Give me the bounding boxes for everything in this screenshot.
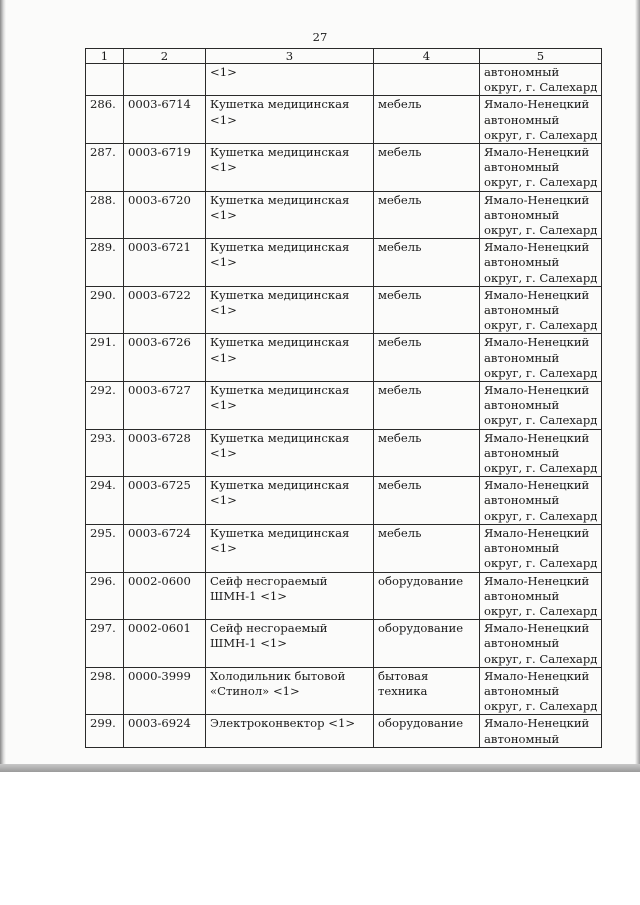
cell-type bbox=[374, 64, 480, 96]
cell-code: 0002-0601 bbox=[124, 620, 206, 668]
table-row bbox=[86, 382, 602, 430]
cell-num: 299. bbox=[86, 715, 124, 747]
cell-name: Кушетка медицинская <1> bbox=[206, 239, 374, 287]
page-number: 27 bbox=[312, 30, 328, 44]
table-row bbox=[86, 144, 602, 192]
cell-name: Сейф несгораемый ШМН-1 <1> bbox=[206, 572, 374, 620]
cell-code: 0003-6728 bbox=[124, 429, 206, 477]
cell-code: 0003-6726 bbox=[124, 334, 206, 382]
property-table bbox=[85, 48, 602, 748]
cell-num: 286. bbox=[86, 96, 124, 144]
column-number-row bbox=[86, 49, 602, 64]
cell-location: Ямало-Ненецкий автономный округ, г. Салехард bbox=[480, 524, 602, 572]
cell-code: 0003-6924 bbox=[124, 715, 206, 747]
cell-name: Электроконвектор <1> bbox=[206, 715, 374, 747]
cell-location: Ямало-Ненецкий автономный bbox=[480, 715, 602, 747]
cell-name: Кушетка медицинская <1> bbox=[206, 524, 374, 572]
cell-location: Ямало-Ненецкий автономный округ, г. Салехард bbox=[480, 334, 602, 382]
cell-location: Ямало-Ненецкий автономный округ, г. Салехард bbox=[480, 382, 602, 430]
cell-type: мебель bbox=[374, 429, 480, 477]
cell-num: 287. bbox=[86, 144, 124, 192]
cell-code: 0003-6722 bbox=[124, 286, 206, 334]
cell-num: 294. bbox=[86, 477, 124, 525]
cell-code: 0003-6714 bbox=[124, 96, 206, 144]
table-row bbox=[86, 620, 602, 668]
cell-num: 293. bbox=[86, 429, 124, 477]
cell-location: Ямало-Ненецкий автономный округ, г. Салехард bbox=[480, 96, 602, 144]
cell-name: Кушетка медицинская <1> bbox=[206, 477, 374, 525]
column-header-5: 5 bbox=[480, 49, 602, 64]
table-row bbox=[86, 96, 602, 144]
cell-name: Кушетка медицинская <1> bbox=[206, 382, 374, 430]
cell-location: автономный округ, г. Салехард bbox=[480, 64, 602, 96]
cell-type: мебель bbox=[374, 382, 480, 430]
table-row bbox=[86, 286, 602, 334]
cell-location: Ямало-Ненецкий автономный округ, г. Салехард bbox=[480, 429, 602, 477]
cell-code: 0000-3999 bbox=[124, 667, 206, 715]
cell-num: 296. bbox=[86, 572, 124, 620]
cell-code: 0003-6725 bbox=[124, 477, 206, 525]
cell-type: бытовая техника bbox=[374, 667, 480, 715]
cell-num bbox=[86, 64, 124, 96]
table-row bbox=[86, 477, 602, 525]
table-row bbox=[86, 667, 602, 715]
cell-code: 0003-6720 bbox=[124, 191, 206, 239]
table-row bbox=[86, 524, 602, 572]
cell-name: Холодильник бытовой «Стинол» <1> bbox=[206, 667, 374, 715]
cell-type: оборудование bbox=[374, 620, 480, 668]
cell-type: мебель bbox=[374, 144, 480, 192]
cell-code: 0003-6727 bbox=[124, 382, 206, 430]
column-header-3: 3 bbox=[206, 49, 374, 64]
cell-name: Кушетка медицинская <1> bbox=[206, 429, 374, 477]
column-header-1: 1 bbox=[86, 49, 124, 64]
table-row bbox=[86, 429, 602, 477]
cell-code: 0003-6719 bbox=[124, 144, 206, 192]
cell-type: мебель bbox=[374, 477, 480, 525]
cell-name: Кушетка медицинская <1> bbox=[206, 96, 374, 144]
scan-edge-right bbox=[635, 0, 640, 770]
table-row bbox=[86, 239, 602, 287]
table-row bbox=[86, 572, 602, 620]
cell-location: Ямало-Ненецкий автономный округ, г. Салехард bbox=[480, 144, 602, 192]
cell-num: 298. bbox=[86, 667, 124, 715]
table-row bbox=[86, 715, 602, 747]
cell-type: оборудование bbox=[374, 572, 480, 620]
cell-location: Ямало-Ненецкий автономный округ, г. Салехард bbox=[480, 477, 602, 525]
cell-name: Сейф несгораемый ШМН-1 <1> bbox=[206, 620, 374, 668]
cell-type: оборудование bbox=[374, 715, 480, 747]
cell-name: Кушетка медицинская <1> bbox=[206, 286, 374, 334]
scan-edge-bottom bbox=[0, 764, 640, 772]
column-header-4: 4 bbox=[374, 49, 480, 64]
column-header-2: 2 bbox=[124, 49, 206, 64]
cell-code: 0002-0600 bbox=[124, 572, 206, 620]
cell-location: Ямало-Ненецкий автономный округ, г. Салехард bbox=[480, 620, 602, 668]
cell-code bbox=[124, 64, 206, 96]
cell-num: 295. bbox=[86, 524, 124, 572]
cell-num: 290. bbox=[86, 286, 124, 334]
cell-location: Ямало-Ненецкий автономный округ, г. Салехард bbox=[480, 191, 602, 239]
continuation-row bbox=[86, 64, 602, 96]
cell-name: <1> bbox=[206, 64, 374, 96]
cell-location: Ямало-Ненецкий автономный округ, г. Салехард bbox=[480, 667, 602, 715]
table-body bbox=[86, 64, 602, 748]
scan-edge-left bbox=[0, 0, 6, 770]
cell-type: мебель bbox=[374, 286, 480, 334]
cell-name: Кушетка медицинская <1> bbox=[206, 191, 374, 239]
table-row bbox=[86, 191, 602, 239]
cell-type: мебель bbox=[374, 524, 480, 572]
cell-code: 0003-6724 bbox=[124, 524, 206, 572]
cell-num: 291. bbox=[86, 334, 124, 382]
cell-num: 292. bbox=[86, 382, 124, 430]
cell-num: 289. bbox=[86, 239, 124, 287]
cell-type: мебель bbox=[374, 96, 480, 144]
cell-location: Ямало-Ненецкий автономный округ, г. Салехард bbox=[480, 239, 602, 287]
cell-type: мебель bbox=[374, 191, 480, 239]
table-row bbox=[86, 334, 602, 382]
cell-num: 288. bbox=[86, 191, 124, 239]
cell-name: Кушетка медицинская <1> bbox=[206, 334, 374, 382]
cell-code: 0003-6721 bbox=[124, 239, 206, 287]
cell-location: Ямало-Ненецкий автономный округ, г. Салехард bbox=[480, 572, 602, 620]
cell-name: Кушетка медицинская <1> bbox=[206, 144, 374, 192]
cell-type: мебель bbox=[374, 334, 480, 382]
cell-num: 297. bbox=[86, 620, 124, 668]
cell-type: мебель bbox=[374, 239, 480, 287]
cell-location: Ямало-Ненецкий автономный округ, г. Салехард bbox=[480, 286, 602, 334]
